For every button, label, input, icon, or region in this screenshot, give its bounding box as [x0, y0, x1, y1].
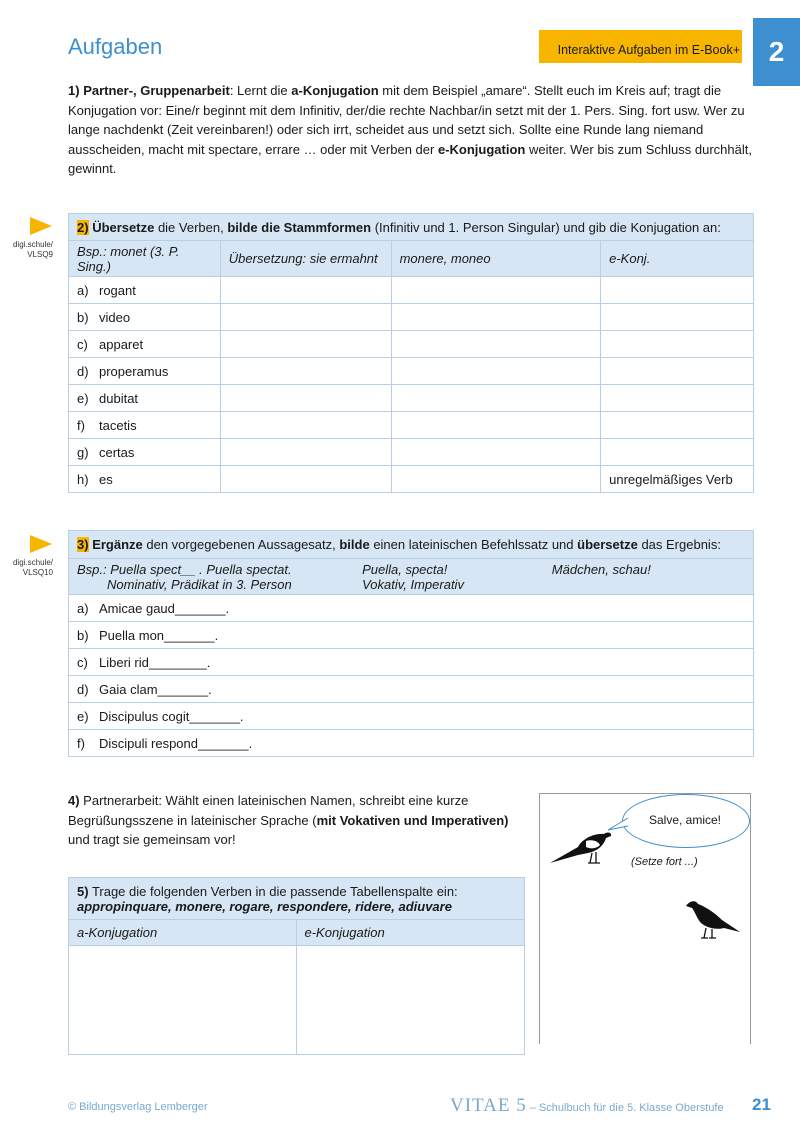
answer-cell[interactable]: [220, 331, 391, 358]
answer-cell[interactable]: [601, 304, 754, 331]
table-row: b) video: [69, 304, 754, 331]
example-translation: Mädchen, schau!: [544, 559, 754, 595]
answer-cell[interactable]: [220, 304, 391, 331]
digi-link-task3[interactable]: digi.schule/ VLSQ10: [12, 558, 53, 577]
answer-cell[interactable]: [391, 385, 601, 412]
table-row: g) certas: [69, 439, 754, 466]
task4-text: 4) Partnerarbeit: Wählt einen lateinischen Namen, schreibt eine kurze Begrüßungsszene in lateinischer Sprache (mit Vokativen und Imperativen) und tragt sie gemeinsam vor!: [68, 793, 509, 847]
answer-cell[interactable]: [601, 439, 754, 466]
answer-cell[interactable]: [601, 277, 754, 304]
column-e-konjugation: e-Konjugation: [296, 920, 525, 946]
table-row: d) properamus: [69, 358, 754, 385]
task5-table: [68, 877, 525, 1055]
answer-cell[interactable]: [220, 412, 391, 439]
example-conjugation: e-Konj.: [601, 241, 754, 277]
task3-table: [68, 530, 754, 757]
table-row: c) Liberi rid________.: [69, 649, 754, 676]
example-sentence: Bsp.: Puella spect__ . Puella spectat. Nominativ, Prädikat in 3. Person: [69, 559, 355, 595]
answer-cell[interactable]: [296, 946, 525, 1055]
table-row: d) Gaia clam_______.: [69, 676, 754, 703]
answer-cell[interactable]: [220, 358, 391, 385]
task2-table: [68, 213, 754, 493]
play-icon[interactable]: [30, 217, 52, 235]
task3-instruction: 3) Ergänze den vorgegebenen Aussagesatz, bilde einen lateinischen Befehlssatz und übersetze das Ergebnis:: [69, 531, 754, 559]
example-verb: Bsp.: monet (3. P. Sing.): [69, 241, 221, 277]
answer-cell[interactable]: [69, 946, 297, 1055]
table-row: e) Discipulus cogit_______.: [69, 703, 754, 730]
answer-cell[interactable]: [391, 439, 601, 466]
answer-cell[interactable]: [601, 331, 754, 358]
answer-cell[interactable]: unregelmäßiges Verb: [601, 466, 754, 493]
table-row: c) apparet: [69, 331, 754, 358]
magpie-icon: [548, 825, 614, 869]
task5-instruction: 5) Trage die folgenden Verben in die passende Tabellenspalte ein: appropinquare, monere, rogare, respondere, ridere, adiuvare: [69, 878, 525, 920]
answer-cell[interactable]: [220, 466, 391, 493]
example-stem-forms: monere, moneo: [391, 241, 601, 277]
table-row: a) rogant: [69, 277, 754, 304]
example-translation: Übersetzung: sie ermahnt: [220, 241, 391, 277]
table-row: e) dubitat: [69, 385, 754, 412]
copyright: © Bildungsverlag Lemberger: [68, 1101, 208, 1113]
task2-instruction: 2) Übersetze die Verben, bilde die Stammformen (Infinitiv und 1. Person Singular) und gib die Konjugation an:: [69, 214, 754, 241]
answer-cell[interactable]: [391, 304, 601, 331]
digi-link-task2[interactable]: digi.schule/ VLSQ9: [12, 240, 53, 259]
crow-icon: [684, 898, 742, 940]
page-title: Aufgaben: [68, 34, 163, 59]
table-row: a) Amicae gaud_______.: [69, 595, 754, 622]
table-row: h) es unregelmäßiges Verb: [69, 466, 754, 493]
continue-hint: (Setze fort ...): [631, 856, 698, 868]
table-row: f) Discipuli respond_______.: [69, 730, 754, 757]
table-row: f) tacetis: [69, 412, 754, 439]
page-number: 21: [752, 1095, 771, 1114]
answer-cell[interactable]: [220, 277, 391, 304]
answer-cell[interactable]: [601, 358, 754, 385]
column-a-konjugation: a-Konjugation: [69, 920, 297, 946]
book-title: VITAE 5 – Schulbuch für die 5. Klasse Oberstufe: [450, 1095, 724, 1116]
example-command: Puella, specta! Vokativ, Imperativ: [354, 559, 544, 595]
answer-cell[interactable]: [391, 277, 601, 304]
play-icon[interactable]: [30, 535, 52, 553]
answer-cell[interactable]: [601, 385, 754, 412]
task1-text: 1) Partner-, Gruppenarbeit: Lernt die a-Konjugation mit dem Beispiel „amare“. Stellt euch im Kreis auf; tragt die Konjugation vor: Eine/r beginnt mit dem Infinitiv, der/die rechte Nachbar/in setzt mit der 1. Pers. Sing. fort usw. Wer zu lange nachdenkt (Zeit vereinbaren!) oder sich irrt, scheidet aus und setzt sich. Sollte eine Runde lang niemand ausscheiden, macht mit spectare, errare … oder mit Verben der e-Konjugation weiter. Wer bis zum Schluss durchhält, gewinnt.: [68, 83, 752, 176]
answer-cell[interactable]: [220, 439, 391, 466]
bubble-text: Salve, amice!: [648, 813, 722, 827]
ebook-link[interactable]: Interaktive Aufgaben im E-Book+: [539, 30, 742, 63]
answer-cell[interactable]: [391, 412, 601, 439]
answer-cell[interactable]: [391, 358, 601, 385]
answer-cell[interactable]: [391, 331, 601, 358]
answer-cell[interactable]: [391, 466, 601, 493]
chapter-number: 2: [753, 18, 800, 86]
answer-cell[interactable]: [220, 385, 391, 412]
answer-cell[interactable]: [601, 412, 754, 439]
table-row: b) Puella mon_______.: [69, 622, 754, 649]
